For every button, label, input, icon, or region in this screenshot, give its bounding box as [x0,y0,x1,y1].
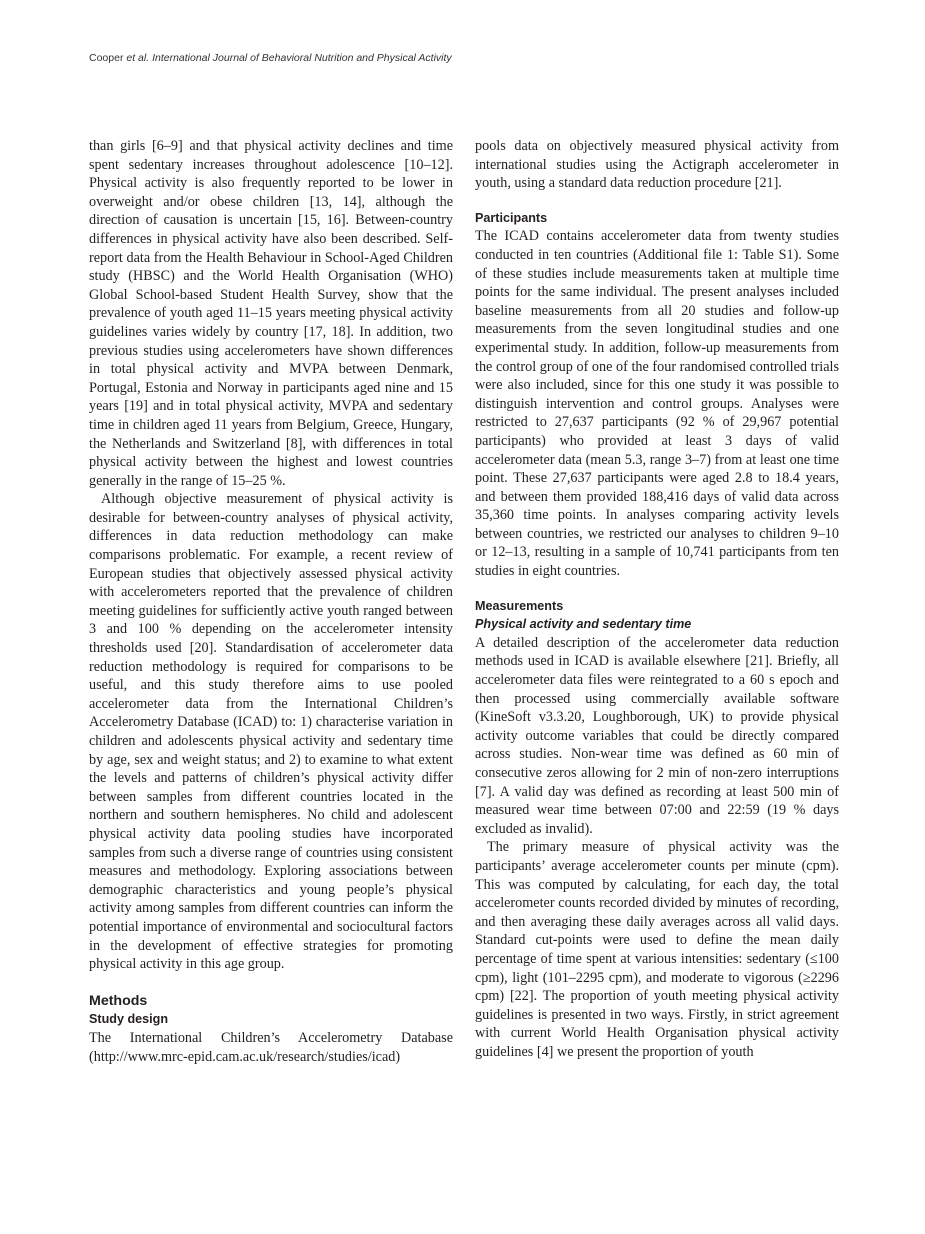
measurements-heading: Measurements [475,598,564,613]
header-authors: Cooper [89,52,124,64]
intro-paragraph-1: than girls [6–9] and that physical activity declines and time spent sedentary increases throughout adolescence [10–12]. Physical activity is also frequently reported to be lower in overweight and/or obese children [13, 14], although the direction of causation is uncertain [15, 16]. Between-country differences in physical activity have also been described. Self-report data from the Health Behaviour in School-Aged Children study (HBSC) and the World Health Organisation (WHO) Global School-based Student Health Survey, show that the prevalence of youth aged 11–15 years meeting physical activity guidelines varies widely by country [17, 18]. In addition, two previous studies using accelerometers have shown differences in total physical activity and MVPA between Denmark, Portugal, Estonia and Norway in participants aged nine and 15 years [19] and in total physical activity, MVPA and sedentary time in children aged 11 years from Belgium, Greece, Hungary, the Netherlands and Switzerland [8], with differences in total physical activity between the highest and lowest countries generally in the range of 15–25 %. [89,138,453,489]
physical-activity-heading: Physical activity and sedentary time [475,617,692,632]
intro-paragraph-2: Although objective measurement of physical activity is desirable for between-country analyses of physical activity, differences in data reduction methodology can make comparisons problematic. For example, a recent review of European studies that objectively assessed physical activity with accelerometers reported that the prevalence of children meeting guidelines for sufficiently active youth ranged between 3 and 100 % depending on the accelerometer intensity thresholds used [20]. Standardisation of accelerometer data reduction methodology is required for comparisons to be useful, and this study therefore aims to use pooled accelerometer data from the International Children’s Accelerometry Database (ICAD) to: 1) characterise variation in children and adolescents physical activity and sedentary time by age, sex and weight status; and 2) to examine to what extent the levels and patterns of children’s physical activity differ between samples from different countries located in the northern and southern hemispheres. No child and adolescent physical activity data pooling studies have incorporated samples from such a diverse range of countries using consistent measures and methodology. Exploring associations between demographic characteristics and young people’s physical activity among samples from different countries can inform the potential importance of environmental and sociocultural factors in the development of effective strategies for promoting physical activity in this age group. [89,491,453,973]
physical-activity-paragraph-2: The primary measure of physical activity was the participants’ average accelerometer counts per minute (cpm). This was computed by calculating, for each day, the total accelerometer counts recorded divided by minutes of recording, and then averaging these daily averages across all valid days. Standard cut-points were used to define the mean daily percentage of time spent at various intensities: sedentary (≤100 cpm), light (101–2295 cpm), and moderate to vigorous (≥2296 cpm) [22]. The proportion of youth meeting physical activity guidelines is presented in two ways. Firstly, in strict agreement with current World Health Organisation physical activity guidelines [4] we present the proportion of youth [475,839,839,1060]
methods-heading: Methods [89,992,148,1009]
physical-activity-paragraph-1: A detailed description of the accelerometer data reduction methods used in ICAD is available elsewhere [21]. Briefly, all accelerometer data files were reintegrated to a 60 s epoch and then processed using commercially available software (KineSoft v3.3.20, Loughborough, UK) to provide physical activity outcome variables that could be directly compared across studies. Non-wear time was defined as 60 min of consecutive zeros allowing for 2 min of non-zero interruptions [7]. A valid day was defined as recording at least 500 min of measured wear time between 07:00 and 22:59 (19 % days excluded as invalid). [475,634,839,837]
study-design-continuation: pools data on objectively measured physical activity from international studies using the Actigraph accelerometer in youth, using a standard data reduction procedure [21]. [475,138,839,192]
left-column [89,137,453,1066]
study-design-heading: Study design [89,1012,169,1027]
header-journal: International Journal of Behavioral Nutrition and Physical Activity [152,52,452,64]
participants-heading: Participants [475,210,548,225]
participants-paragraph: The ICAD contains accelerometer data from twenty studies conducted in ten countries (Additional file 1: Table S1). Some of these studies include measurements taken at multiple time points for the same individual. The present analyses included baseline measurements from all 20 studies and follow-up measurements from the seven longitudinal studies and one experimental study. In addition, follow-up measurements from the control group of one of the four randomised controlled trials were also included, since for this one study it was possible to distinguish intervention and control groups. Analyses were restricted to 27,637 participants (92 % of 29,967 potential participants) who provided at least 3 days of valid accelerometer data (mean 5.3, range 3–7) from at least one time point. These 27,637 participants were aged 2.8 to 18.4 years, and between them provided 188,416 days of valid data across 35,360 time points. In analyses comparing activity levels between countries, we restricted our analyses to children 9–10 or 12–13, resulting in a sample of 10,741 participants from ten studies in eight countries. [475,228,839,580]
header-et-al: et al. [123,52,153,64]
study-design-paragraph: The International Children’s Accelerometry Database (http://www.mrc-epid.cam.ac.uk/research/studies/icad) [89,1029,453,1065]
running-header [89,52,452,64]
right-column [475,137,839,1062]
